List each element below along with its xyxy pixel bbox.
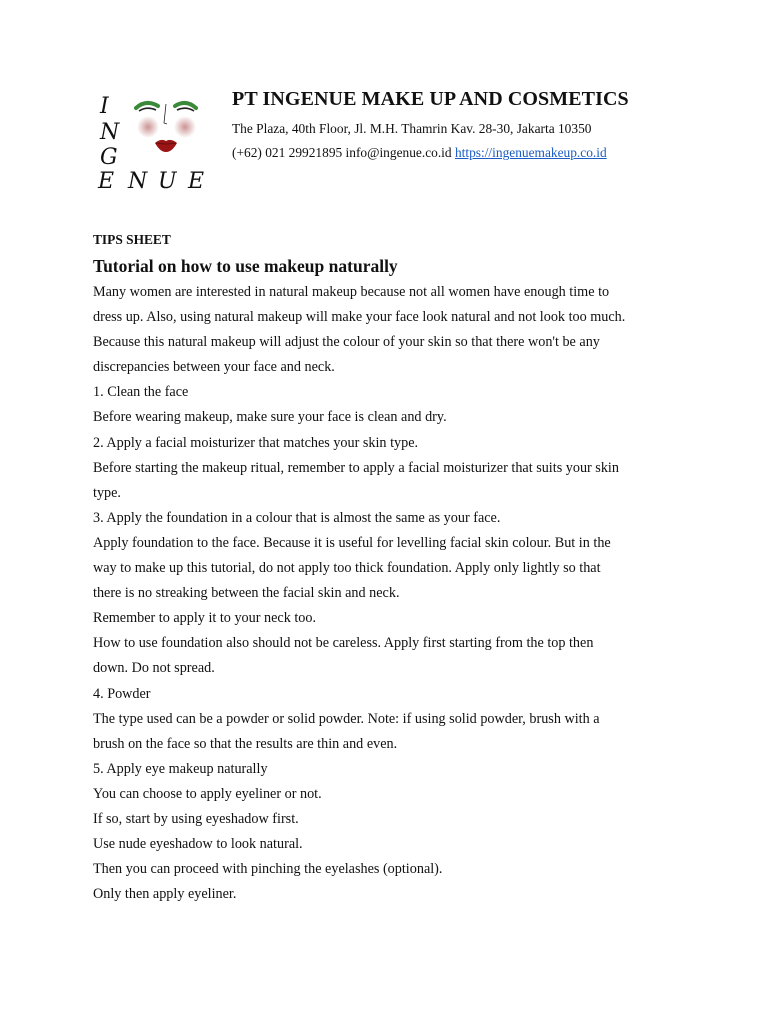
- text-line: discrepancies between your face and neck.: [93, 359, 335, 376]
- logo-letter: N: [100, 120, 120, 145]
- text-line: 5. Apply eye makeup naturally: [93, 760, 268, 777]
- tips-sheet-label: TIPS SHEET: [93, 232, 171, 247]
- text-line: Only then apply eyeliner.: [93, 886, 237, 903]
- text-line: brush on the face so that the results are thin and even.: [93, 735, 398, 752]
- website-link[interactable]: https://ingenuemakeup.co.id: [454, 145, 607, 160]
- text-line: You can choose to apply eyeliner or not.: [93, 785, 322, 802]
- text-line: 3. Apply the foundation in a colour that is almost the same as your face.: [93, 509, 501, 526]
- contact-line: [232, 144, 752, 162]
- logo-letter: E: [98, 169, 115, 194]
- text-line: way to make up this tutorial, do not apply too thick foundation. Apply only lightly so that: [93, 560, 601, 577]
- company-address: The Plaza, 40th Floor, Jl. M.H. Thamrin Kav. 28-30, Jakarta 10350: [232, 121, 592, 136]
- logo-letter: E: [188, 169, 205, 194]
- text-line: Before wearing makeup, make sure your face is clean and dry.: [93, 409, 447, 426]
- body-text: [93, 280, 693, 907]
- contact-text: (+62) 021 29921895 info@ingenue.co.id: [232, 145, 452, 160]
- text-line: there is no streaking between the facial skin and neck.: [93, 585, 400, 602]
- face-illustration-icon: [128, 96, 208, 166]
- text-line: Use nude eyeshadow to look natural.: [93, 836, 303, 853]
- text-line: 2. Apply a facial moisturizer that matches your skin type.: [93, 434, 419, 451]
- text-line: Remember to apply it to your neck too.: [93, 610, 317, 627]
- logo-letter: N: [128, 169, 148, 194]
- text-line: 1. Clean the face: [93, 384, 189, 401]
- logo-letter: I: [100, 94, 109, 119]
- logo-letter: G: [100, 145, 118, 170]
- text-line: How to use foundation also should not be careless. Apply first starting from the top then: [93, 635, 594, 652]
- text-line: 4. Powder: [93, 685, 151, 702]
- tutorial-title: Tutorial on how to use makeup naturally: [93, 256, 398, 276]
- text-line: Then you can proceed with pinching the eyelashes (optional).: [93, 861, 443, 878]
- ingenue-logo: [92, 92, 212, 196]
- text-line: Before starting the makeup ritual, remember to apply a facial moisturizer that suits your skin: [93, 459, 619, 476]
- text-line: Apply foundation to the face. Because it is useful for levelling facial skin colour. But in the: [93, 534, 611, 551]
- text-line: down. Do not spread.: [93, 660, 215, 677]
- text-line: The type used can be a powder or solid powder. Note: if using solid powder, brush with a: [93, 710, 600, 727]
- text-line: Many women are interested in natural makeup because not all women have enough time to: [93, 284, 610, 300]
- document-body: [93, 230, 693, 907]
- letterhead: [232, 86, 752, 162]
- text-line: If so, start by using eyeshadow first.: [93, 810, 299, 827]
- text-line: type.: [93, 484, 121, 501]
- logo-letter: U: [158, 169, 177, 194]
- company-name: PT INGENUE MAKE UP AND COSMETICS: [232, 88, 629, 110]
- text-line: Because this natural makeup will adjust the colour of your skin so that there won't be any: [93, 334, 600, 351]
- text-line: dress up. Also, using natural makeup will make your face look natural and not look too much.: [93, 309, 626, 326]
